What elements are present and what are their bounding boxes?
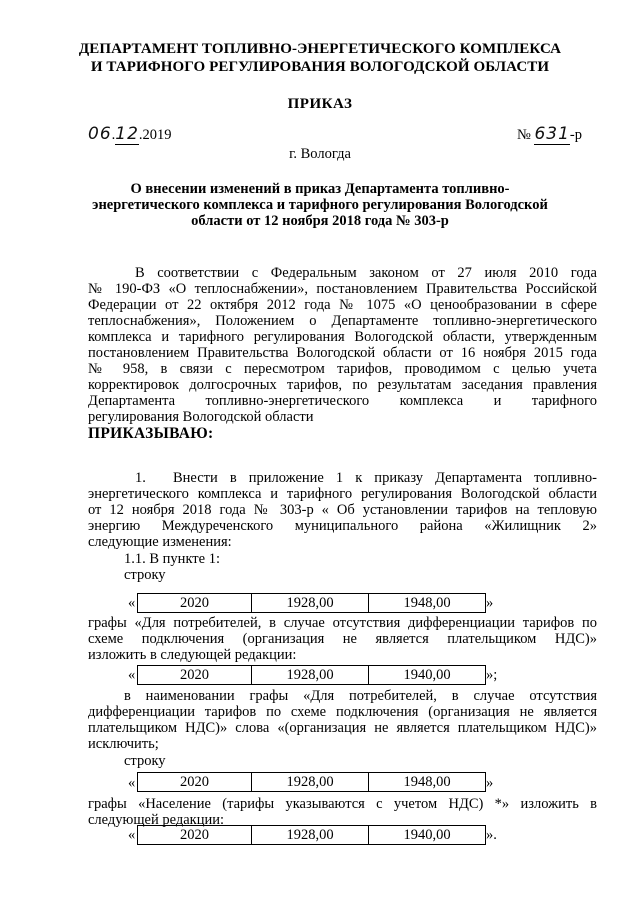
tarif-row-1 [137,593,486,613]
naim-line: исключить; [88,736,159,752]
date-year: .2019 [138,127,172,143]
stroku-label: строку [124,567,166,583]
tarif-value-2: 1948,00 [369,594,486,613]
item1-number: 1. [135,470,146,486]
department-name-line2: И ТАРИФНОГО РЕГУЛИРОВАНИЯ ВОЛОГОДСКОЙ ОБЛАСТИ [90,59,550,75]
graph1-line: схеме подключения (организация не является плательщиком НДС)» [88,631,597,647]
preamble-line: постановлением Правительства Вологодской области от 16 ноября 2015 года [88,345,597,361]
order-title-line1: О внесении изменений в приказ Департамента топливно- [130,181,510,197]
naim-line: в наименовании графы «Для потребителей, в случае отсутствия [124,688,597,704]
row1-close-quote: » [486,595,494,611]
department-name-line1: ДЕПАРТАМЕНТ ТОПЛИВНО-ЭНЕРГЕТИЧЕСКОГО КОМПЛЕКСА [78,41,562,57]
order-title-line3: области от 12 ноября 2018 года № 303-р [191,213,449,229]
row4-open-quote: « [128,827,136,843]
order-date [88,124,172,144]
number-suffix: -р [569,127,583,143]
tarif-year: 2020 [138,666,252,685]
preamble-line: Федерации от 22 октября 2012 года № 1075 «О ценообразовании в сфере [88,297,597,313]
tarif-year: 2020 [138,773,252,792]
preamble-line: регулирования Вологодской области [88,409,314,425]
document-type: ПРИКАЗ [287,96,353,112]
item1-line: энергетического комплекса и тарифного регулирования Вологодской области [88,486,597,502]
row3-close-quote: » [486,775,494,791]
preamble-line: № 190-ФЗ «О теплоснабжении», постановлением Правительства Российской [88,281,597,297]
preamble-line: теплоснабжения», Положением о Департаменте топливно-энергетического [88,313,597,329]
row3-open-quote: « [128,775,136,791]
preamble-line: В соответствии с Федеральным законом от 27 июля 2010 года [135,265,597,281]
tarif-value-2: 1948,00 [369,773,486,792]
graph2-line: графы «Население (тарифы указываются с учетом НДС) *» изложить в [88,796,597,812]
tarif-row-3 [137,772,486,792]
item1-line: энергию Междуреченского муниципального района «Жилищник 2» [88,518,597,534]
graph1-line: графы «Для потребителей, в случае отсутствия дифференциации тарифов по [88,615,597,631]
item1-line: Внести в приложение 1 к приказу Департамента топливно- [173,470,597,486]
row1-open-quote: « [128,595,136,611]
naim-line: плательщиком НДС)» слова «(организация не является плательщиком НДС)» [88,720,597,736]
tarif-value-1: 1928,00 [252,773,369,792]
number-value: 631 [534,124,570,144]
order-title-line2: энергетического комплекса и тарифного регулирования Вологодской [92,197,548,213]
city: г. Вологда [289,146,351,162]
subitem-1-1: 1.1. В пункте 1: [124,551,220,567]
tarif-row-2 [137,665,486,685]
row2-close-quote: »; [486,667,498,683]
tarif-value-1: 1928,00 [252,826,369,845]
stroku-label: строку [124,753,166,769]
preamble-line: Департамента топливно-энергетического комплекса и тарифного [88,393,597,409]
preamble-line: корректировок долгосрочных тарифов, по результатам заседания правления [88,377,597,393]
tarif-row-4 [137,825,486,845]
item1-line: от 12 ноября 2018 года № 303-р « Об установлении тарифов на тепловую [88,502,597,518]
tarif-value-2: 1940,00 [369,666,486,685]
graph1-line: изложить в следующей редакции: [88,647,297,663]
row4-close-quote: ». [486,827,497,843]
date-month: 12 [115,124,139,144]
tarif-value-1: 1928,00 [252,594,369,613]
date-separator: . [111,127,116,143]
tarif-year: 2020 [138,594,252,613]
order-word: ПРИКАЗЫВАЮ: [88,425,214,442]
graph2-line: следующей редакции: [88,812,225,828]
item1-line: следующие изменения: [88,534,232,550]
preamble-line: № 958, в связи с пересмотром тарифов, проводимом с целью учета [88,361,597,377]
number-prefix: № [517,127,531,143]
preamble-line: комплекса и тарифного регулирования Вологодской области, утвержденным [88,329,597,345]
tarif-value-1: 1928,00 [252,666,369,685]
naim-line: дифференциации тарифов по схеме подключения (организация не является [88,704,597,720]
tarif-value-2: 1940,00 [369,826,486,845]
tarif-year: 2020 [138,826,252,845]
order-number [517,124,582,144]
date-day: 06 [88,124,112,144]
row2-open-quote: « [128,667,136,683]
